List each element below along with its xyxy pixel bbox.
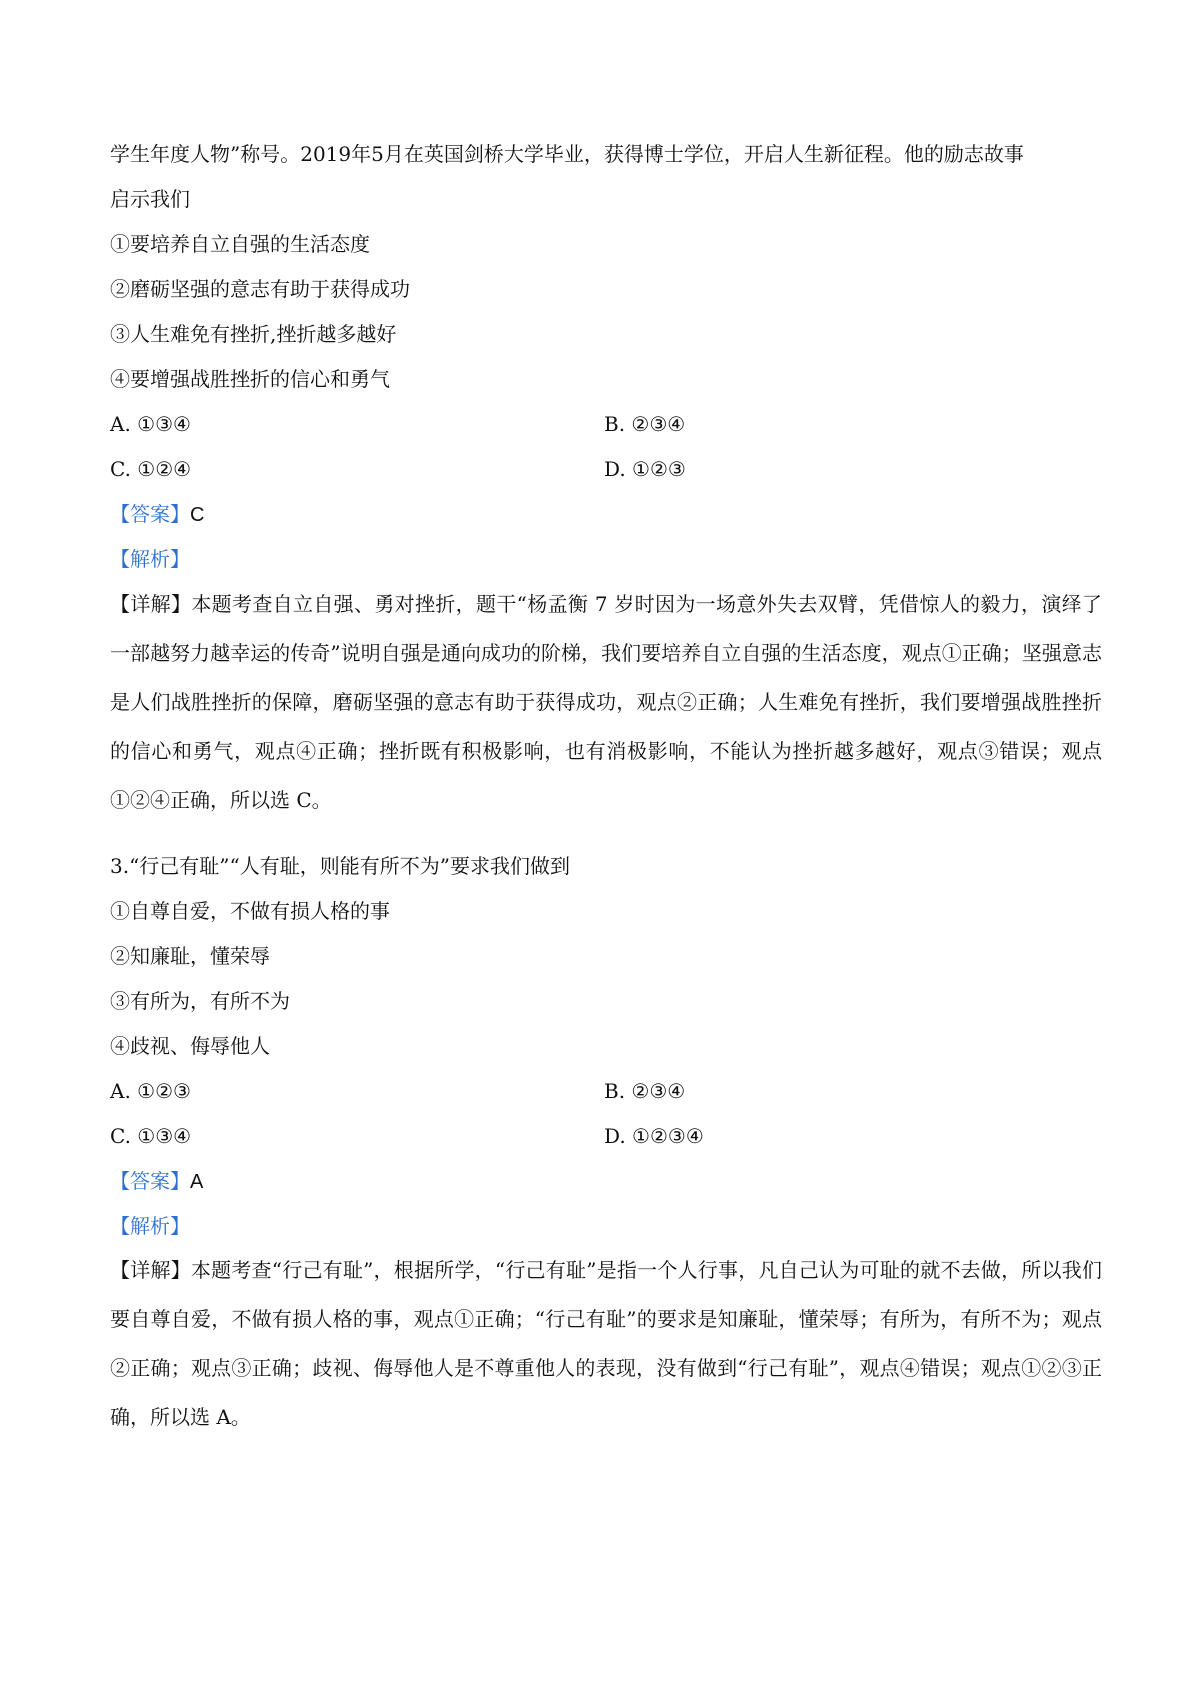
- q3-analysis-label: 【解析】: [110, 1214, 190, 1238]
- q2-option-d: D. ①②③: [604, 457, 686, 481]
- q3-detail-label: 【详解】: [110, 1258, 191, 1282]
- q3-option-c: C. ①③④: [110, 1124, 192, 1148]
- q3-item-3: ③有所为，有所不为: [110, 989, 290, 1013]
- q2-detail-text: 本题考查自立自强、勇对挫折，题干“杨孟衡 7 岁时因为一场意外失去双臂，凭借惊人的毅力，演绎了一部越努力越幸运的传奇”说明自强是通向成功的阶梯，我们要培养自立自强的生活态度，观点①正确；坚强意志是人们战胜挫折的保障，磨砺坚强的意志有助于获得成功，观点②正确；人生难免有挫折，我们要增强战胜挫折的信心和勇气，观点④正确；挫折既有积极影响，也有消极影响，不能认为挫折越多越好，观点③错误；观点①②④正确，所以选 C。: [110, 592, 1103, 812]
- q3-option-d: D. ①②③④: [604, 1124, 704, 1148]
- q3-item-1: ①自尊自爱，不做有损人格的事: [110, 899, 390, 923]
- q3-detail: [110, 1246, 1102, 1442]
- q2-answer: [110, 500, 204, 529]
- q3-item-2: ②知廉耻，懂荣辱: [110, 944, 270, 968]
- q2-detail: [110, 580, 1102, 825]
- q2-item-2: ②磨砺坚强的意志有助于获得成功: [110, 277, 410, 301]
- q3-option-b: B. ②③④: [604, 1079, 686, 1103]
- q2-answer-label: 【答案】: [110, 502, 190, 526]
- q2-option-c: C. ①②④: [110, 457, 192, 481]
- q3-answer: [110, 1167, 203, 1196]
- q3-detail-text: 本题考查“行己有耻”，根据所学，“行己有耻”是指一个人行事，凡自己认为可耻的就不去做，所以我们要自尊自爱，不做有损人格的事，观点①正确；“行己有耻”的要求是知廉耻，懂荣辱；有所为，有所不为；观点②正确；观点③正确；歧视、侮辱他人是不尊重他人的表现，没有做到“行己有耻”，观点④错误；观点①②③正确，所以选 A。: [110, 1258, 1102, 1429]
- q3-stem: 3.“行己有耻”“人有耻，则能有所不为”要求我们做到: [110, 854, 570, 878]
- q2-option-b: B. ②③④: [604, 412, 686, 436]
- q2-item-4: ④要增强战胜挫折的信心和勇气: [110, 367, 390, 391]
- q2-detail-label: 【详解】: [110, 592, 192, 616]
- q2-stem-line1: 学生年度人物”称号。2019年5月在英国剑桥大学毕业，获得博士学位，开启人生新征程。他的励志故事: [110, 142, 1024, 166]
- q3-item-4: ④歧视、侮辱他人: [110, 1034, 270, 1058]
- q2-item-1: ①要培养自立自强的生活态度: [110, 232, 370, 256]
- q3-option-a: A. ①②③: [110, 1079, 191, 1103]
- q2-analysis-label: 【解析】: [110, 547, 190, 571]
- q2-stem-line2: 启示我们: [110, 187, 190, 211]
- q3-answer-value: A: [190, 1171, 204, 1193]
- q2-option-a: A. ①③④: [110, 412, 191, 436]
- q2-item-3: ③人生难免有挫折,挫折越多越好: [110, 322, 397, 346]
- q2-answer-value: C: [190, 504, 205, 526]
- q3-answer-label: 【答案】: [110, 1169, 190, 1193]
